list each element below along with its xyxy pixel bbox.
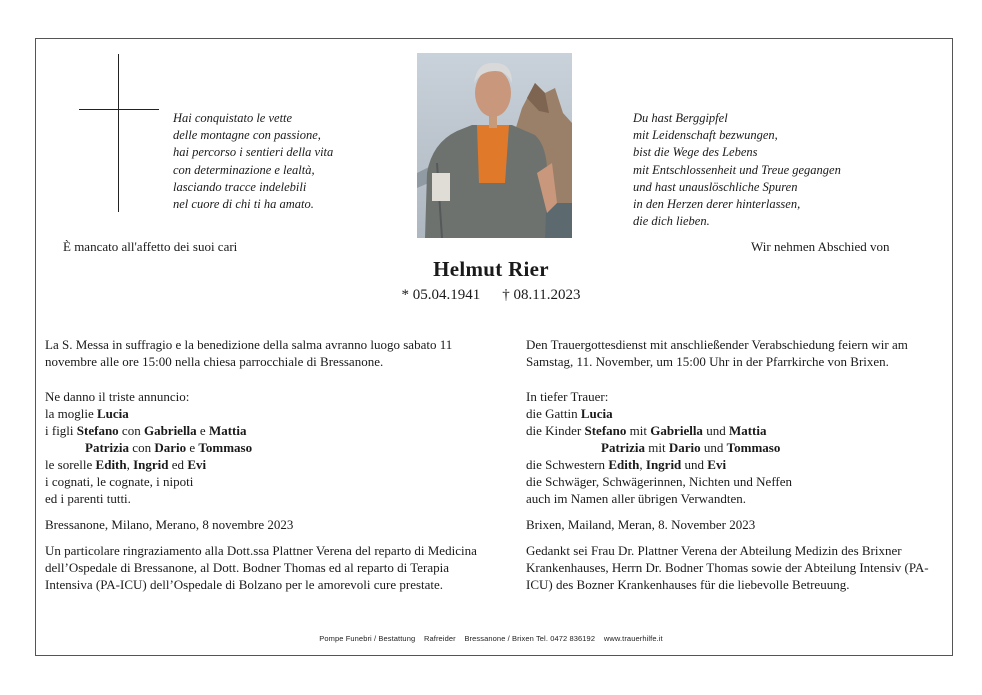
death-date: † 08.11.2023: [502, 287, 581, 303]
children-line2-it: Patrizia con Dario e Tommaso: [85, 440, 253, 455]
sisters-line-de: die Schwestern Edith, Ingrid und Evi: [526, 457, 727, 472]
relatives-it: ed i parenti tutti.: [45, 491, 131, 506]
portrait-photo: [417, 53, 572, 238]
poem-german: Du hast Berggipfel mit Leidenschaft bezwungen, bist die Wege des Lebens mit Entschlossenheit und Treue gegangen und hast unauslöschliche Spuren in den Herzen derer hinterlassen, die dich lieben.: [633, 111, 841, 229]
inlaws-de: die Schwäger, Schwägerinnen, Nichten und Neffen: [526, 474, 793, 489]
sisters-line-it: le sorelle Edith, Ingrid ed Evi: [45, 457, 207, 472]
german-column: [526, 336, 946, 593]
cross-icon: [118, 54, 119, 212]
children-line-de: die Kinder Stefano mit Gabriella und Mattia: [526, 423, 767, 438]
inlaws-it: i cognati, le cognate, i nipoti: [45, 474, 194, 489]
relatives-de: auch im Namen aller übrigen Verwandten.: [526, 491, 746, 506]
deceased-name: Helmut Rier: [433, 257, 549, 281]
funeral-home-footer: Pompe Funebri / Bestattung Rafreider Bressanone / Brixen Tel. 0472 836192 www.trauerhilfe.it: [319, 634, 663, 643]
poem-italian: Hai conquistato le vette delle montagne con passione, hai percorso i sentieri della vita con determinazione e lealtà, lasciando tracce indelebili nel cuore di chi ti ha amato.: [173, 111, 334, 212]
place-date-it: Bressanone, Milano, Merano, 8 novembre 2023: [45, 517, 294, 532]
announce-it: Ne danno il triste annuncio:: [45, 389, 190, 404]
mass-notice-it: La S. Messa in suffragio e la benedizione della salma avranno luogo sabato 11 novembre alle ore 15:00 nella chiesa parrocchiale di Bressanone.: [45, 337, 453, 369]
life-dates: [0, 287, 982, 304]
thanks-de: Gedankt sei Frau Dr. Plattner Verena der Abteilung Medizin des Brixner Krankenhauses, Herrn Dr. Bodner Thomas sowie der Abteilung Intensiv (PA-ICU) des Bozner Krankenhauses für die liebevolle Betreuung.: [526, 543, 929, 592]
children-line2-de: Patrizia mit Dario und Tommaso: [601, 440, 781, 455]
children-line-it: i figli Stefano con Gabriella e Mattia: [45, 423, 247, 438]
lead-german: Wir nehmen Abschied von: [751, 239, 890, 254]
italian-column: [45, 336, 485, 593]
place-date-de: Brixen, Mailand, Meran, 8. November 2023: [526, 517, 756, 532]
mass-notice-de: Den Trauergottesdienst mit anschließender Verabschiedung feiern wir am Samstag, 11. November, um 15:00 Uhr in der Pfarrkirche von Brixen.: [526, 337, 908, 369]
birth-date: * 05.04.1941: [401, 287, 481, 303]
wife-line-de: die Gattin Lucia: [526, 406, 613, 421]
wife-line-it: la moglie Lucia: [45, 406, 129, 421]
thanks-it: Un particolare ringraziamento alla Dott.ssa Plattner Verena del reparto di Medicina dell’Ospedale di Bressanone, al Dott. Bodner Thomas ed al reparto di Terapia Intensiva (PA-ICU) dell’Ospedale di Bolzano per le amorevoli cure prestate.: [45, 543, 477, 592]
lead-italian: È mancato all'affetto dei suoi cari: [63, 239, 238, 254]
cross-icon-bar: [79, 109, 159, 110]
announce-de: In tiefer Trauer:: [526, 389, 609, 404]
